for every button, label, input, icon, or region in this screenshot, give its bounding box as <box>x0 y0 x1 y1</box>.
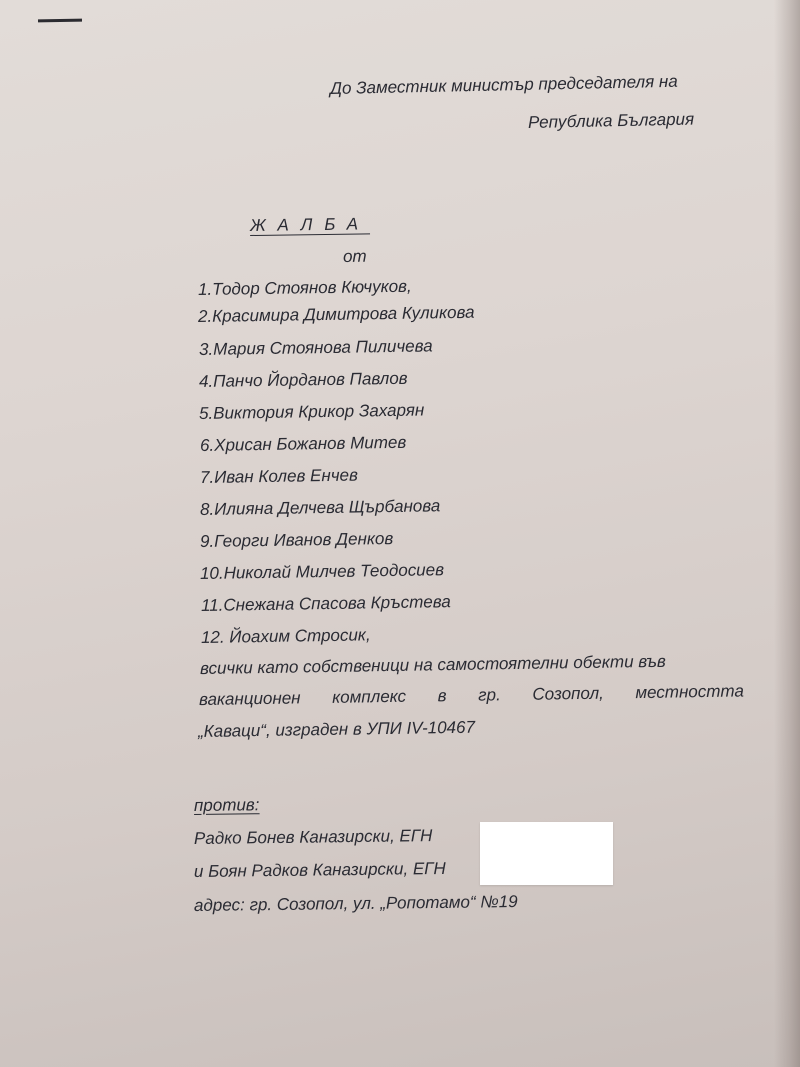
complainant-item: 11.Снежана Спасова Кръстева <box>200 592 451 615</box>
complainant-item: 2.Красимира Димитрова Куликова <box>197 302 475 326</box>
description-word: местността <box>635 681 745 703</box>
complainant-item: 8.Илияна Делчева Щърбанова <box>199 496 441 519</box>
respondent-2: и Боян Радков Каназирски, ЕГН <box>193 858 446 881</box>
document-title: ЖАЛБА <box>249 214 371 235</box>
description-line-1: всички като собственици на самостоятелни обекти във <box>199 651 666 678</box>
description-word: комплекс <box>332 686 407 707</box>
addressee-line-2: Република България <box>527 109 695 132</box>
corner-pen-mark <box>38 19 82 23</box>
respondent-address: адрес: гр. Созопол, ул. „Ропотамо“ №19 <box>193 892 518 915</box>
complainant-item: 4.Панчо Йорданов Павлов <box>198 368 408 391</box>
page-edge-shadow <box>774 0 800 1067</box>
complainant-item: 5.Виктория Крикор Захарян <box>198 400 425 423</box>
description-word: Созопол, <box>532 683 604 704</box>
description-line-2 <box>199 681 744 710</box>
description-word: гр. <box>478 685 501 705</box>
complainant-item: 10.Николай Милчев Теодосиев <box>199 560 445 583</box>
complainant-item: 1.Тодор Стоянов Кючуков, <box>197 276 412 299</box>
complainant-item: 7.Иван Колев Енчев <box>199 465 359 487</box>
redaction-box <box>480 822 613 885</box>
description-word: в <box>437 686 447 706</box>
complainant-item: 9.Георги Иванов Денков <box>199 528 394 551</box>
respondent-1: Радко Бонев Каназирски, ЕГН <box>193 826 433 848</box>
from-label: от <box>342 246 367 266</box>
complainant-item: 3.Мария Стоянова Пиличева <box>198 336 433 359</box>
description-word: ваканционен <box>198 688 301 709</box>
complainant-item: 12. Йоахим Стросик, <box>200 625 371 647</box>
description-line-3: „Каваци“, изграден в УПИ IV-10467 <box>197 717 476 741</box>
complainant-item: 6.Хрисан Божанов Митев <box>199 432 407 455</box>
addressee-line-1: До Заместник министър председателя на <box>329 71 678 98</box>
against-label: против: <box>193 795 260 815</box>
